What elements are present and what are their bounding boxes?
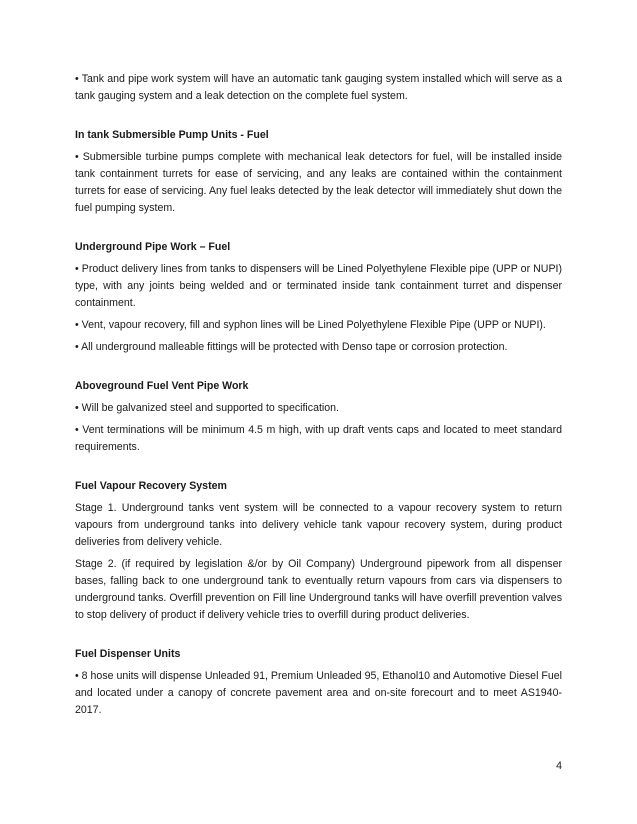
section-heading: In tank Submersible Pump Units - Fuel [75,129,269,141]
section-dispenser-units [75,646,562,719]
paragraph: • Product delivery lines from tanks to dispensers will be Lined Polyethylene Flexible pipe (UPP or NUPI) type, with any joints being welded and or terminated inside tank containment turret and dispenser containment. [75,263,562,309]
section-heading: Underground Pipe Work – Fuel [75,241,231,253]
page-number: 4 [556,760,562,772]
paragraph: Stage 1. Underground tanks vent system will be connected to a vapour recovery system to return vapours from underground tanks into delivery vehicle tank vapour recovery system, during product deliveries from delivery vehicle. [75,502,562,548]
page-content [75,71,562,719]
section-vapour-recovery [75,478,562,624]
section-heading: Fuel Vapour Recovery System [75,480,227,492]
paragraph: • 8 hose units will dispense Unleaded 91, Premium Unleaded 95, Ethanol10 and Automotive Diesel Fuel and located under a canopy of concrete pavement area and on-site forecourt and to meet AS1940-2017. [75,670,562,716]
section-heading: Fuel Dispenser Units [75,648,181,660]
paragraph: • Tank and pipe work system will have an automatic tank gauging system installed which will serve as a tank gauging system and a leak detection on the complete fuel system. [75,73,562,102]
paragraph: • Submersible turbine pumps complete with mechanical leak detectors for fuel, will be installed inside tank containment turrets for ease of servicing, and any leaks are contained within the containment turrets for ease of servicing. Any fuel leaks detected by the leak detector will immediately shut down the fuel pumping system. [75,151,562,214]
intro-section [75,71,562,105]
section-submersible-pump [75,127,562,217]
paragraph: • Vent terminations will be minimum 4.5 m high, with up draft vents caps and located to meet standard requirements. [75,424,562,453]
section-underground-pipe-work [75,239,562,356]
paragraph: • Will be galvanized steel and supported to specification. [75,402,339,414]
paragraph: • Vent, vapour recovery, fill and syphon lines will be Lined Polyethylene Flexible Pipe (UPP or NUPI). [75,319,546,331]
paragraph: Stage 2. (if required by legislation &/or by Oil Company) Underground pipework from all dispenser bases, falling back to one underground tank to eventually return vapours from cars via dispensers to underground tanks. Overfill prevention on Fill line Underground tanks will have overfill prevention valves to stop delivery of product if delivery vehicle tries to overfill during product deliveries. [75,558,562,621]
section-heading: Aboveground Fuel Vent Pipe Work [75,380,249,392]
paragraph: • All underground malleable fittings will be protected with Denso tape or corrosion protection. [75,341,508,353]
section-aboveground-vent [75,378,562,456]
